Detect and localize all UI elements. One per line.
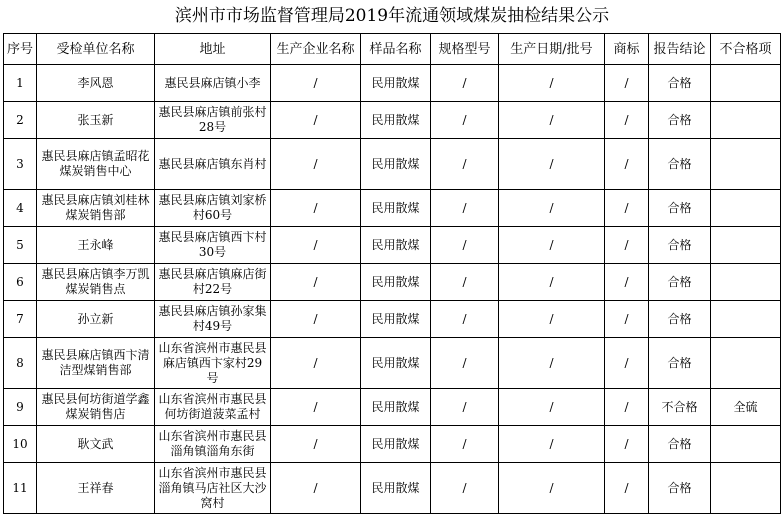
header-no: 序号	[4, 34, 37, 65]
cell-maker: /	[271, 463, 361, 514]
cell-sample: 民用散煤	[361, 264, 431, 301]
cell-date: /	[499, 190, 605, 227]
cell-no: 10	[4, 426, 37, 463]
table-row	[4, 190, 781, 227]
cell-spec: /	[431, 139, 499, 190]
cell-brand: /	[605, 426, 649, 463]
header-result: 报告结论	[649, 34, 711, 65]
cell-spec: /	[431, 463, 499, 514]
cell-sample: 民用散煤	[361, 190, 431, 227]
table-row	[4, 139, 781, 190]
cell-address: 惠民县麻店镇东肖村	[155, 139, 271, 190]
cell-sample: 民用散煤	[361, 102, 431, 139]
cell-spec: /	[431, 190, 499, 227]
cell-result: 不合格	[649, 389, 711, 426]
cell-unit: 惠民县麻店镇李万凯煤炭销售点	[37, 264, 155, 301]
cell-spec: /	[431, 264, 499, 301]
cell-address: 惠民县麻店镇孙家集村49号	[155, 301, 271, 338]
table-row	[4, 102, 781, 139]
cell-unit: 惠民县麻店镇西卞清洁型煤销售部	[37, 338, 155, 389]
cell-no: 6	[4, 264, 37, 301]
cell-maker: /	[271, 301, 361, 338]
cell-sample: 民用散煤	[361, 301, 431, 338]
cell-unit: 张玉新	[37, 102, 155, 139]
cell-sample: 民用散煤	[361, 139, 431, 190]
cell-maker: /	[271, 190, 361, 227]
cell-unit: 耿文武	[37, 426, 155, 463]
cell-result: 合格	[649, 190, 711, 227]
cell-sample: 民用散煤	[361, 65, 431, 102]
cell-fail-item	[711, 301, 781, 338]
cell-no: 2	[4, 102, 37, 139]
cell-fail-item	[711, 463, 781, 514]
cell-brand: /	[605, 65, 649, 102]
table-row	[4, 227, 781, 264]
cell-date: /	[499, 65, 605, 102]
cell-date: /	[499, 426, 605, 463]
cell-address: 惠民县麻店镇麻店街村22号	[155, 264, 271, 301]
cell-result: 合格	[649, 139, 711, 190]
cell-result: 合格	[649, 426, 711, 463]
cell-brand: /	[605, 463, 649, 514]
cell-unit: 惠民县何坊街道学鑫煤炭销售店	[37, 389, 155, 426]
cell-sample: 民用散煤	[361, 227, 431, 264]
cell-address: 山东省滨州市惠民县淄角镇淄角东街	[155, 426, 271, 463]
cell-brand: /	[605, 190, 649, 227]
cell-result: 合格	[649, 463, 711, 514]
table-row	[4, 65, 781, 102]
cell-maker: /	[271, 102, 361, 139]
cell-unit: 惠民县麻店镇孟昭花煤炭销售中心	[37, 139, 155, 190]
cell-no: 1	[4, 65, 37, 102]
cell-date: /	[499, 389, 605, 426]
cell-address: 惠民县麻店镇刘家桥村60号	[155, 190, 271, 227]
cell-brand: /	[605, 102, 649, 139]
cell-no: 4	[4, 190, 37, 227]
cell-result: 合格	[649, 338, 711, 389]
cell-address: 惠民县麻店镇西卞村30号	[155, 227, 271, 264]
cell-result: 合格	[649, 102, 711, 139]
table-row	[4, 389, 781, 426]
cell-date: /	[499, 338, 605, 389]
cell-sample: 民用散煤	[361, 463, 431, 514]
cell-unit: 惠民县麻店镇刘桂林煤炭销售部	[37, 190, 155, 227]
cell-sample: 民用散煤	[361, 338, 431, 389]
cell-sample: 民用散煤	[361, 426, 431, 463]
cell-result: 合格	[649, 264, 711, 301]
cell-no: 9	[4, 389, 37, 426]
cell-address: 山东省滨州市惠民县淄角镇马店社区大沙窝村	[155, 463, 271, 514]
cell-fail-item	[711, 139, 781, 190]
cell-maker: /	[271, 389, 361, 426]
cell-no: 5	[4, 227, 37, 264]
cell-unit: 李风恩	[37, 65, 155, 102]
cell-brand: /	[605, 389, 649, 426]
cell-brand: /	[605, 264, 649, 301]
cell-date: /	[499, 264, 605, 301]
cell-maker: /	[271, 338, 361, 389]
cell-brand: /	[605, 227, 649, 264]
results-table	[3, 33, 781, 514]
cell-maker: /	[271, 264, 361, 301]
table-row	[4, 264, 781, 301]
table-row	[4, 426, 781, 463]
cell-fail-item	[711, 338, 781, 389]
cell-result: 合格	[649, 227, 711, 264]
cell-address: 山东省滨州市惠民县麻店镇西卞家村29号	[155, 338, 271, 389]
table-row	[4, 338, 781, 389]
cell-spec: /	[431, 227, 499, 264]
table-row	[4, 301, 781, 338]
cell-fail-item: 全硫	[711, 389, 781, 426]
cell-address: 惠民县麻店镇小李	[155, 65, 271, 102]
cell-spec: /	[431, 301, 499, 338]
cell-fail-item	[711, 102, 781, 139]
cell-no: 3	[4, 139, 37, 190]
header-fail-item: 不合格项	[711, 34, 781, 65]
cell-result: 合格	[649, 301, 711, 338]
cell-maker: /	[271, 227, 361, 264]
table-row	[4, 463, 781, 514]
document-title: 滨州市市场监督管理局2019年流通领域煤炭抽检结果公示	[174, 6, 610, 26]
header-spec: 规格型号	[431, 34, 499, 65]
cell-unit: 王永峰	[37, 227, 155, 264]
header-date: 生产日期/批号	[499, 34, 605, 65]
cell-no: 8	[4, 338, 37, 389]
cell-fail-item	[711, 264, 781, 301]
cell-date: /	[499, 102, 605, 139]
cell-maker: /	[271, 426, 361, 463]
header-address: 地址	[155, 34, 271, 65]
cell-spec: /	[431, 338, 499, 389]
header-brand: 商标	[605, 34, 649, 65]
cell-date: /	[499, 301, 605, 338]
cell-brand: /	[605, 338, 649, 389]
header-unit: 受检单位名称	[37, 34, 155, 65]
cell-spec: /	[431, 389, 499, 426]
cell-address: 山东省滨州市惠民县何坊街道菠菜孟村	[155, 389, 271, 426]
cell-maker: /	[271, 65, 361, 102]
table-header-row	[4, 34, 781, 65]
cell-date: /	[499, 139, 605, 190]
cell-date: /	[499, 463, 605, 514]
cell-maker: /	[271, 139, 361, 190]
cell-result: 合格	[649, 65, 711, 102]
cell-fail-item	[711, 190, 781, 227]
cell-sample: 民用散煤	[361, 389, 431, 426]
cell-address: 惠民县麻店镇前张村28号	[155, 102, 271, 139]
cell-fail-item	[711, 426, 781, 463]
cell-no: 11	[4, 463, 37, 514]
cell-spec: /	[431, 426, 499, 463]
cell-date: /	[499, 227, 605, 264]
cell-no: 7	[4, 301, 37, 338]
cell-spec: /	[431, 102, 499, 139]
cell-brand: /	[605, 301, 649, 338]
header-maker: 生产企业名称	[271, 34, 361, 65]
header-sample: 样品名称	[361, 34, 431, 65]
cell-fail-item	[711, 65, 781, 102]
cell-unit: 王祥春	[37, 463, 155, 514]
cell-brand: /	[605, 139, 649, 190]
cell-spec: /	[431, 65, 499, 102]
cell-fail-item	[711, 227, 781, 264]
cell-unit: 孙立新	[37, 301, 155, 338]
